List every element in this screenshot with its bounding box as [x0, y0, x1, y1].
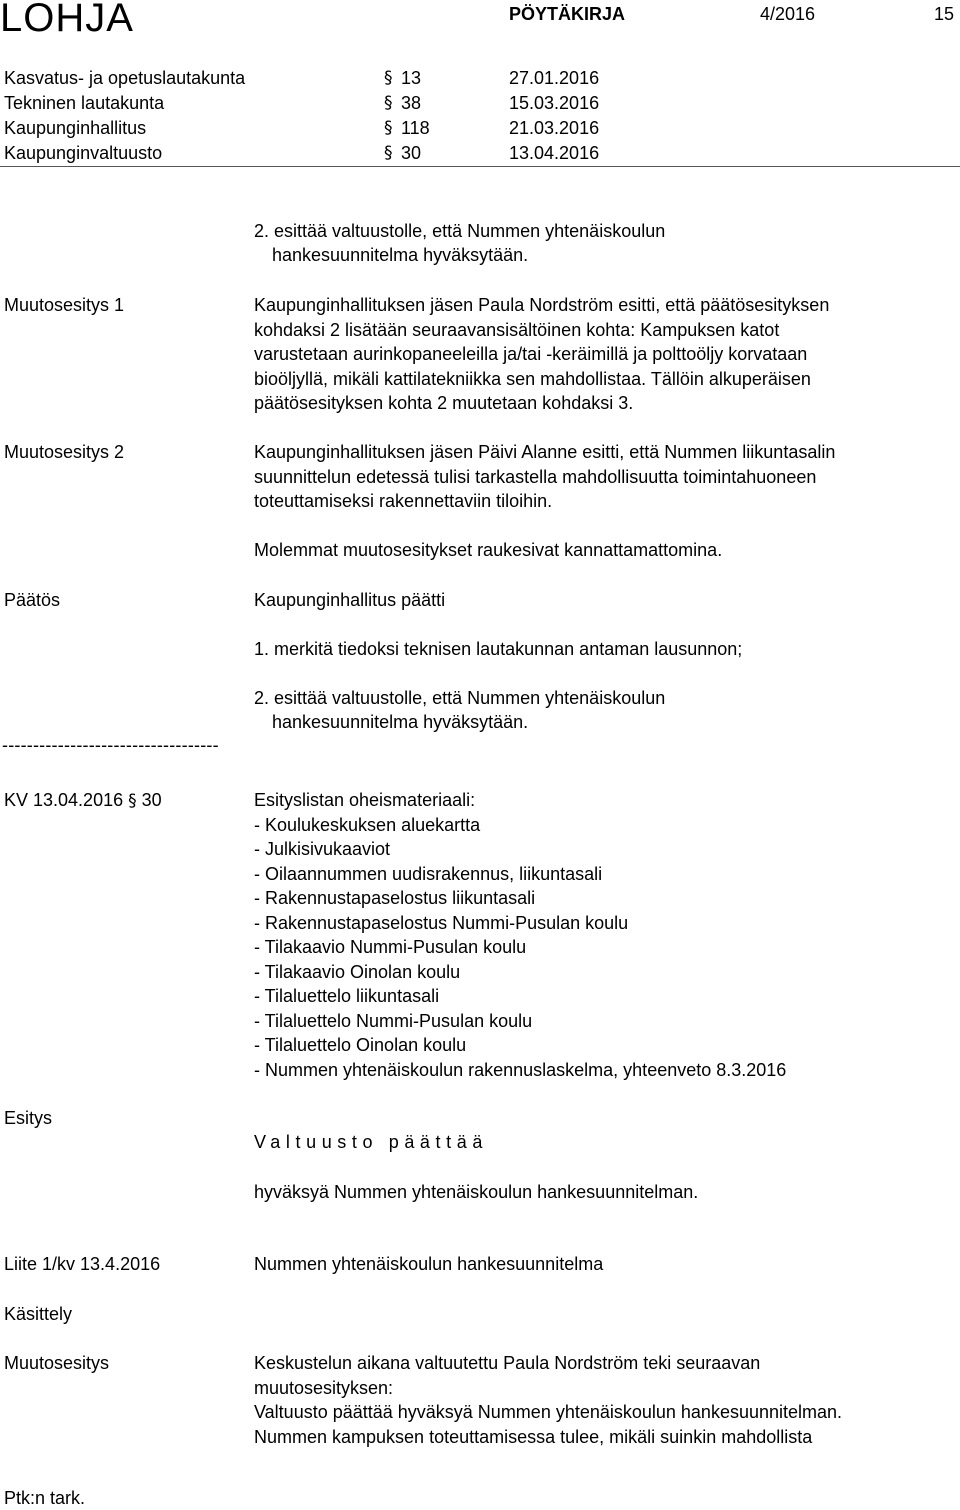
section-symbol: §	[384, 68, 393, 88]
kv-date: KV 13.04.2016	[4, 790, 124, 810]
list-item: - Rakennustapaselostus liikuntasali	[254, 888, 536, 908]
text-line: Nummen kampuksen toteuttamisessa tulee, mikäli suinkin mahdollista	[254, 1426, 813, 1447]
kv-materials	[254, 788, 954, 1082]
paatos-intro: Kaupunginhallitus päätti	[254, 590, 446, 610]
text-line: varustetaan aurinkopaneeleilla ja/tai -keräimillä ja polttoöljy korvataan	[254, 344, 808, 364]
meeting-date: 15.03.2016	[509, 93, 600, 113]
liite-text: Nummen yhtenäiskoulun hankesuunnitelma	[254, 1254, 604, 1274]
text-line: päätösesityksen kohta 2 muutetaan kohdaksi 3.	[254, 393, 634, 413]
doc-type: PÖYTÄKIRJA	[509, 4, 626, 24]
text-line: muutosesityksen:	[254, 1377, 394, 1398]
page-number: 15	[934, 4, 955, 24]
text-line: suunnittelun edetessä tulisi tarkastella mahdollisuutta toimintahuoneen	[254, 466, 817, 487]
text-line: Kaupunginhallituksen jäsen Päivi Alanne esitti, että Nummen liikuntasalin	[254, 442, 836, 462]
esitys-label: Esitys	[4, 1108, 53, 1128]
list-item: - Tilaluettelo Oinolan koulu	[254, 1035, 467, 1055]
list-item: - Koulukeskuksen aluekartta	[254, 814, 481, 835]
top-item-line2: hankesuunnitelma hyväksytään.	[272, 245, 529, 265]
list-item: - Rakennustapaselostus Nummi-Pusulan koulu	[254, 912, 629, 933]
meeting-section: 118	[401, 118, 430, 138]
dash-divider: -----------------------------------	[2, 735, 219, 755]
muutosesitys-label: Muutosesitys	[4, 1353, 110, 1373]
muutosesitys-text	[254, 1351, 954, 1449]
liite-label: Liite 1/kv 13.4.2016	[4, 1254, 161, 1274]
text-line: bioöljyllä, mikäli kattilatekniikka sen mahdollistaa. Tällöin alkuperäisen	[254, 368, 811, 389]
meeting-date: 21.03.2016	[509, 118, 600, 138]
list-item: - Oilaannummen uudisrakennus, liikuntasali	[254, 863, 603, 884]
esitys-text: hyväksyä Nummen yhtenäiskoulun hankesuunnitelman.	[254, 1182, 699, 1202]
section-symbol: §	[384, 143, 393, 163]
header-divider	[0, 166, 960, 167]
muutosesitys2-label: Muutosesitys 2	[4, 442, 125, 462]
text-line: toteuttamiseksi rakennettaviin tiloihin.	[254, 491, 553, 511]
meeting-body: Tekninen lautakunta	[4, 93, 165, 113]
list-item: - Tilakaavio Oinolan koulu	[254, 961, 461, 982]
kv-label	[4, 788, 162, 813]
text-line: Valtuusto päättää hyväksyä Nummen yhtenäiskoulun hankesuunnitelman.	[254, 1402, 843, 1422]
section-symbol: §	[384, 93, 393, 113]
ptk-tark: Ptk:n tark.	[4, 1488, 86, 1508]
meeting-body: Kaupunginvaltuusto	[4, 143, 163, 163]
section-symbol: §	[384, 118, 393, 138]
list-item: - Tilaluettelo Nummi-Pusulan koulu	[254, 1010, 533, 1031]
text-line: Keskustelun aikana valtuutettu Paula Nordström teki seuraavan	[254, 1353, 761, 1373]
kasittely-label: Käsittely	[4, 1304, 73, 1324]
list-item: - Nummen yhtenäiskoulun rakennuslaskelma, yhteenveto 8.3.2016	[254, 1059, 787, 1080]
list-item: - Tilaluettelo liikuntasali	[254, 986, 440, 1006]
meeting-date: 13.04.2016	[509, 143, 600, 163]
meeting-section: 13	[401, 68, 422, 88]
list-item: - Julkisivukaaviot	[254, 839, 391, 859]
meeting-body: Kaupunginhallitus	[4, 118, 147, 138]
meeting-section: 30	[401, 143, 422, 163]
lohja-logo: LOHJA	[0, 0, 134, 40]
doc-number: 4/2016	[760, 4, 816, 24]
valtuusto-paattaa: Valtuusto päättää	[254, 1132, 488, 1152]
meeting-date: 27.01.2016	[509, 68, 600, 88]
kv-heading: Esityslistan oheismateriaali:	[254, 790, 476, 810]
meeting-body: Kasvatus- ja opetuslautakunta	[4, 68, 246, 88]
molemmat-text: Molemmat muutosesitykset raukesivat kannattamattomina.	[254, 540, 723, 560]
muutosesitys1-label: Muutosesitys 1	[4, 295, 125, 315]
text-line: Kaupunginhallituksen jäsen Paula Nordström esitti, että päätösesityksen	[254, 295, 830, 315]
paatos-item1: 1. merkitä tiedoksi teknisen lautakunnan antaman lausunnon;	[254, 639, 743, 659]
paatos-label: Päätös	[4, 590, 61, 610]
text-line: kohdaksi 2 lisätään seuraavansisältöinen kohta: Kampuksen katot	[254, 319, 780, 340]
paatos-item2-line2: hankesuunnitelma hyväksytään.	[272, 712, 529, 732]
meeting-section: 38	[401, 93, 422, 113]
list-item: - Tilakaavio Nummi-Pusulan koulu	[254, 937, 527, 957]
paatos-item2-line1: 2. esittää valtuustolle, että Nummen yhtenäiskoulun	[254, 688, 666, 708]
section-symbol: §	[128, 791, 137, 811]
top-item-line1: 2. esittää valtuustolle, että Nummen yhtenäiskoulun	[254, 221, 666, 241]
kv-section: 30	[141, 790, 162, 810]
muutosesitys1-text	[254, 293, 954, 416]
muutosesitys2-text	[254, 440, 954, 514]
